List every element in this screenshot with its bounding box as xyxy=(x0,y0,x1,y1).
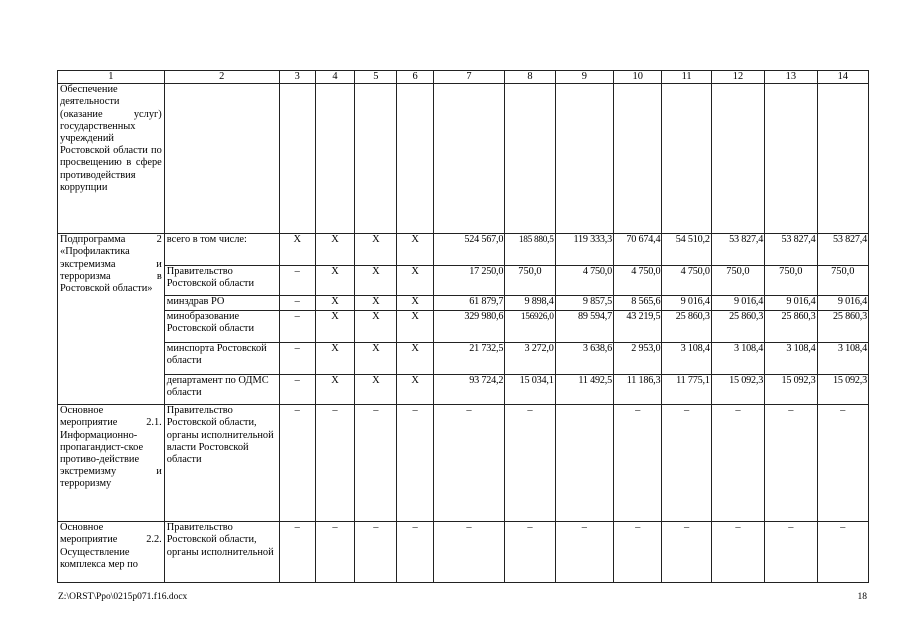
table-row: Основное мероприятие 2.2. Осуществление комплекса мер по Правительство Ростовской области, органы исполнительной – – – – – – – – – – – – xyxy=(58,522,869,583)
column-header: 6 xyxy=(397,71,433,84)
measure-label: Основное мероприятие 2.2. Осуществление комплекса мер по xyxy=(58,522,165,583)
executor-cell: минспорта Ростовской области xyxy=(164,343,279,375)
activity-label: Обеспечение деятельности (оказание услуг) государственных учреждений Ростовской области по просвещению в сфере противодействия коррупции xyxy=(58,84,165,234)
table-row: минздрав РО – X X X 61 879,7 9 898,4 9 857,5 8 565,6 9 016,4 9 016,4 9 016,4 9 016,4 xyxy=(58,296,869,311)
executor-cell: всего в том числе: xyxy=(164,234,279,266)
column-header: 9 xyxy=(555,71,613,84)
file-path: Z:\ORST\Ppo\0215p071.f16.docx xyxy=(58,592,188,602)
table-row: минобразование Ростовской области – X X X 329 980,6 156926,0 89 594,7 43 219,5 25 860,3 25 860,3 25 860,3 25 860,3 xyxy=(58,311,869,343)
executor-cell: минздрав РО xyxy=(164,296,279,311)
table-row: департамент по ОДМС области – X X X 93 724,2 15 034,1 11 492,5 11 186,3 11 775,1 15 092,3 15 092,3 15 092,3 xyxy=(58,375,869,405)
table-header-row xyxy=(58,71,869,84)
table-row: Подпрограмма 2 «Профилактика экстремизма и терроризма в Ростовской области» всего в том числе: X X X X 524 567,0 185 880,5 119 333,3 70 674,4 54 510,2 53 827,4 53 827,4 53 827,4 xyxy=(58,234,869,266)
executor-cell: Правительство Ростовской области, органы исполнительной власти Ростовской области xyxy=(164,405,279,522)
measure-label: Основное мероприятие 2.1. Информационно-пропагандист-ское противо-действие экстремизму и терроризму xyxy=(58,405,165,522)
column-header: 3 xyxy=(279,71,315,84)
column-header: 4 xyxy=(315,71,354,84)
executor-cell: департамент по ОДМС области xyxy=(164,375,279,405)
column-header: 8 xyxy=(505,71,555,84)
column-header: 1 xyxy=(58,71,165,84)
column-header: 10 xyxy=(614,71,662,84)
table-row xyxy=(58,84,869,234)
column-header: 2 xyxy=(164,71,279,84)
column-header: 5 xyxy=(355,71,397,84)
column-header: 14 xyxy=(817,71,868,84)
column-header: 7 xyxy=(433,71,505,84)
table-row: Основное мероприятие 2.1. Информационно-пропагандист-ское противо-действие экстремизму и терроризму Правительство Ростовской области, органы исполнительной власти Ростовской области – – – – – – – – – – – xyxy=(58,405,869,522)
page-number: 18 xyxy=(857,592,867,602)
executor-cell: Правительство Ростовской области xyxy=(164,266,279,296)
subprogram-label: Подпрограмма 2 «Профилактика экстремизма и терроризма в Ростовской области» xyxy=(58,234,165,405)
executor-cell: минобразование Ростовской области xyxy=(164,311,279,343)
budget-table xyxy=(57,70,869,583)
table-row: Правительство Ростовской области – X X X 17 250,0 750,0 4 750,0 4 750,0 4 750,0 750,0 750,0 750,0 xyxy=(58,266,869,296)
column-header: 11 xyxy=(662,71,711,84)
column-header: 13 xyxy=(765,71,817,84)
column-header: 12 xyxy=(711,71,764,84)
executor-cell: Правительство Ростовской области, органы исполнительной xyxy=(164,522,279,583)
table-row: минспорта Ростовской области – X X X 21 732,5 3 272,0 3 638,6 2 953,0 3 108,4 3 108,4 3 108,4 3 108,4 xyxy=(58,343,869,375)
